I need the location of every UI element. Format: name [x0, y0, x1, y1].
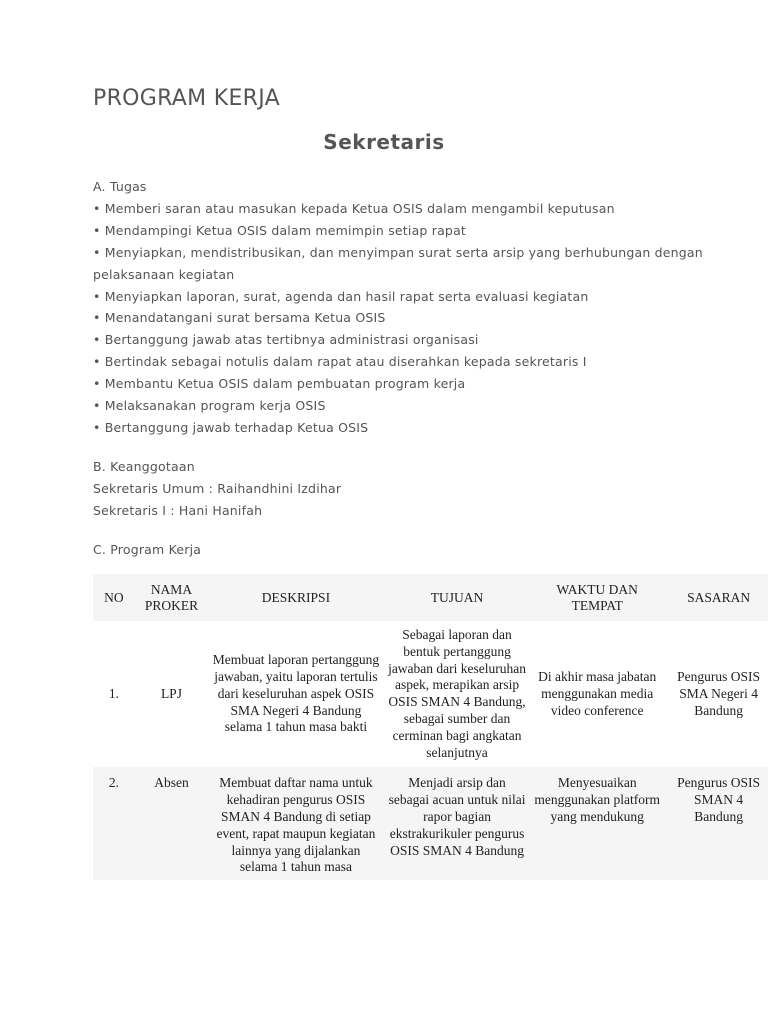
- table-row: [93, 621, 768, 767]
- keanggotaan-line: Sekretaris Umum : Raihandhini Izdihar: [93, 481, 342, 496]
- tugas-line: • Bertindak sebagai notulis dalam rapat atau diserahkan kepada sekretaris I: [93, 354, 587, 369]
- tugas-line: • Bertanggung jawab terhadap Ketua OSIS: [93, 420, 369, 435]
- header-deskripsi: DESKRIPSI: [208, 574, 384, 621]
- page-title: PROGRAM KERJA: [93, 86, 281, 111]
- header-waktu-tempat: WAKTU DAN TEMPAT: [530, 574, 664, 621]
- cell-nama: Absen: [135, 767, 208, 880]
- tugas-line: • Melaksanakan program kerja OSIS: [93, 398, 326, 413]
- table-header-row: [93, 574, 768, 621]
- tugas-line: • Memberi saran atau masukan kepada Ketua OSIS dalam mengambil keputusan: [93, 201, 615, 216]
- cell-sasaran: Pengurus OSIS SMAN 4 Bandung: [664, 767, 768, 880]
- tugas-line: • Bertanggung jawab atas tertibnya administrasi organisasi: [93, 332, 479, 347]
- cell-deskripsi: Membuat daftar nama untuk kehadiran pengurus OSIS SMAN 4 Bandung di setiap event, rapat maupun kegiatan lainnya yang dijalankan selama 1 tahun masa: [208, 767, 384, 880]
- header-no: NO: [93, 574, 135, 621]
- section-heading-program: C. Program Kerja: [93, 542, 202, 557]
- tugas-line: pelaksanaan kegiatan: [93, 267, 235, 282]
- header-nama-proker: NAMA PROKER: [135, 574, 208, 621]
- table-row: [93, 767, 768, 880]
- tugas-line: • Menandatangani surat bersama Ketua OSIS: [93, 310, 386, 325]
- header-sasaran: SASARAN: [664, 574, 768, 621]
- cell-tujuan: Menjadi arsip dan sebagai acuan untuk nilai rapor bagian ekstrakurikuler pengurus OSIS SMAN 4 Bandung: [384, 767, 530, 880]
- tugas-line: • Menyiapkan laporan, surat, agenda dan hasil rapat serta evaluasi kegiatan: [93, 289, 589, 304]
- cell-waktu: Menyesuaikan menggunakan platform yang mendukung: [530, 767, 664, 880]
- section-heading-keanggotaan: B. Keanggotaan: [93, 459, 195, 474]
- tugas-line: • Membantu Ketua OSIS dalam pembuatan program kerja: [93, 376, 466, 391]
- cell-no: 1.: [93, 621, 135, 767]
- cell-nama: LPJ: [135, 621, 208, 767]
- cell-tujuan: Sebagai laporan dan bentuk pertanggung jawaban dari keseluruhan aspek, merapikan arsip OSIS SMAN 4 Bandung, sebagai sumber dan cerminan bagi angkatan selanjutnya: [384, 621, 530, 767]
- header-tujuan: TUJUAN: [384, 574, 530, 621]
- tugas-line: • Menyiapkan, mendistribusikan, dan menyimpan surat serta arsip yang berhubungan dengan: [93, 245, 703, 260]
- cell-waktu: Di akhir masa jabatan menggunakan media video conference: [530, 621, 664, 767]
- cell-sasaran: Pengurus OSIS SMA Negeri 4 Bandung: [664, 621, 768, 767]
- cell-no: 2.: [93, 767, 135, 880]
- cell-deskripsi: Membuat laporan pertanggung jawaban, yaitu laporan tertulis dari keseluruhan aspek OSIS SMA Negeri 4 Bandung selama 1 tahun masa bakti: [208, 621, 384, 767]
- page-subtitle: Sekretaris: [323, 130, 445, 154]
- tugas-line: • Mendampingi Ketua OSIS dalam memimpin setiap rapat: [93, 223, 467, 238]
- keanggotaan-line: Sekretaris I : Hani Hanifah: [93, 503, 263, 518]
- section-heading-tugas: A. Tugas: [93, 179, 147, 194]
- program-kerja-table: [93, 574, 768, 880]
